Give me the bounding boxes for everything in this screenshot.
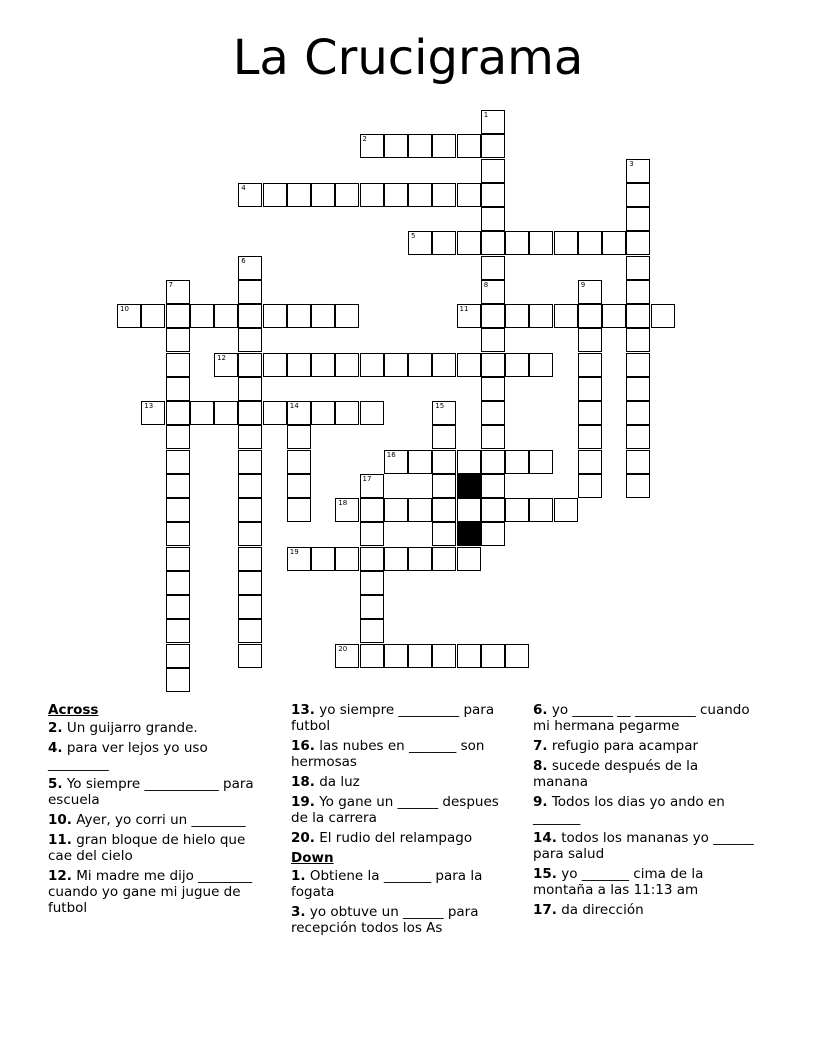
clue-number: 7 bbox=[168, 280, 173, 289]
grid-cell[interactable] bbox=[626, 231, 650, 255]
clue-number: 12 bbox=[217, 353, 226, 362]
grid-cell[interactable] bbox=[238, 280, 262, 304]
clue-number: 3 bbox=[629, 159, 634, 168]
grid-cell[interactable] bbox=[457, 134, 481, 158]
clue-down-3: 3. yo obtuve un ______ para recepción todos los As bbox=[291, 904, 479, 936]
grid-cell[interactable] bbox=[626, 425, 650, 449]
grid-cell[interactable] bbox=[408, 450, 432, 474]
grid-cell[interactable] bbox=[214, 401, 238, 425]
grid-cell[interactable] bbox=[432, 401, 456, 425]
grid-cell[interactable] bbox=[432, 183, 456, 207]
grid-cell[interactable] bbox=[214, 304, 238, 328]
grid-cell[interactable] bbox=[529, 450, 553, 474]
grid-cell[interactable] bbox=[626, 256, 650, 280]
grid-cell[interactable] bbox=[626, 377, 650, 401]
grid-cell[interactable] bbox=[238, 498, 262, 522]
grid-cell[interactable] bbox=[238, 619, 262, 643]
grid-cell[interactable] bbox=[287, 474, 311, 498]
grid-cell[interactable] bbox=[263, 401, 287, 425]
clue-number: 11 bbox=[459, 305, 469, 313]
grid-cell[interactable] bbox=[335, 644, 359, 668]
grid-cell[interactable] bbox=[481, 207, 505, 231]
grid-cell[interactable] bbox=[166, 644, 190, 668]
grid-cell[interactable] bbox=[505, 353, 529, 377]
grid-cell[interactable] bbox=[238, 547, 262, 571]
grid-cell[interactable] bbox=[287, 498, 311, 522]
grid-cell[interactable] bbox=[311, 401, 335, 425]
clue-number: 13 bbox=[144, 402, 154, 410]
grid-cell[interactable] bbox=[287, 425, 311, 449]
grid-cell[interactable] bbox=[554, 304, 578, 328]
grid-cell[interactable] bbox=[166, 304, 190, 328]
grid-cell[interactable] bbox=[626, 159, 650, 183]
grid-cell[interactable] bbox=[626, 207, 650, 231]
grid-cell[interactable] bbox=[214, 353, 238, 377]
clue-across-18: 18. da luz bbox=[291, 774, 360, 790]
clue-across-10: 10. Ayer, yo corri un ________ bbox=[48, 812, 246, 828]
black-cell bbox=[457, 474, 481, 498]
grid-cell[interactable] bbox=[141, 304, 165, 328]
grid-cell[interactable] bbox=[481, 522, 505, 546]
grid-cell[interactable] bbox=[360, 547, 384, 571]
grid-cell[interactable] bbox=[578, 474, 602, 498]
grid-cell[interactable] bbox=[481, 280, 505, 304]
grid-cell[interactable] bbox=[238, 425, 262, 449]
grid-cell[interactable] bbox=[311, 304, 335, 328]
grid-cell[interactable] bbox=[457, 450, 481, 474]
grid-cell[interactable] bbox=[360, 498, 384, 522]
grid-cell[interactable] bbox=[457, 304, 481, 328]
grid-cell[interactable] bbox=[311, 183, 335, 207]
grid-cell[interactable] bbox=[432, 450, 456, 474]
grid-cell[interactable] bbox=[360, 619, 384, 643]
grid-cell[interactable] bbox=[287, 401, 311, 425]
grid-cell[interactable] bbox=[287, 304, 311, 328]
clue-across-19: 19. Yo gane un ______ despues de la carrera bbox=[291, 794, 499, 826]
grid-cell[interactable] bbox=[408, 183, 432, 207]
grid-cell[interactable] bbox=[311, 547, 335, 571]
clue-down-6: 6. yo ______ __ _________ cuando mi hermana pegarme bbox=[533, 702, 750, 734]
grid-cell[interactable] bbox=[554, 231, 578, 255]
grid-cell[interactable] bbox=[238, 571, 262, 595]
clue-down-15: 15. yo _______ cima de la montaña a las 11:13 am bbox=[533, 866, 704, 898]
grid-cell[interactable] bbox=[481, 353, 505, 377]
clue-number: 16 bbox=[386, 450, 396, 459]
clue-down-1: 1. Obtiene la _______ para la fogata bbox=[291, 868, 483, 900]
grid-cell[interactable] bbox=[578, 425, 602, 449]
grid-cell[interactable] bbox=[602, 304, 626, 328]
grid-cell[interactable] bbox=[287, 450, 311, 474]
grid-cell[interactable] bbox=[408, 644, 432, 668]
grid-cell[interactable] bbox=[360, 522, 384, 546]
grid-cell[interactable] bbox=[360, 571, 384, 595]
grid-cell[interactable] bbox=[432, 353, 456, 377]
grid-cell[interactable] bbox=[384, 353, 408, 377]
grid-cell[interactable] bbox=[481, 377, 505, 401]
grid-cell[interactable] bbox=[529, 353, 553, 377]
clue-number: 2 bbox=[362, 135, 367, 144]
grid-cell[interactable] bbox=[166, 377, 190, 401]
grid-cell[interactable] bbox=[287, 353, 311, 377]
grid-cell[interactable] bbox=[457, 183, 481, 207]
grid-cell[interactable] bbox=[141, 401, 165, 425]
grid-cell[interactable] bbox=[481, 110, 505, 134]
grid-cell[interactable] bbox=[626, 183, 650, 207]
clue-down-7: 7. refugio para acampar bbox=[533, 738, 699, 754]
grid-cell[interactable] bbox=[335, 498, 359, 522]
grid-cell[interactable] bbox=[602, 231, 626, 255]
grid-cell[interactable] bbox=[505, 304, 529, 328]
clue-across-11: 11. gran bloque de hielo que cae del cielo bbox=[48, 832, 246, 864]
grid-cell[interactable] bbox=[166, 328, 190, 352]
grid-cell[interactable] bbox=[578, 450, 602, 474]
grid-cell[interactable] bbox=[432, 231, 456, 255]
clue-across-12: 12. Mi madre me dijo ________ cuando yo gane mi jugue de futbol bbox=[48, 868, 253, 916]
clue-number: 14 bbox=[289, 402, 299, 410]
grid-cell[interactable] bbox=[481, 231, 505, 255]
grid-cell[interactable] bbox=[238, 450, 262, 474]
grid-cell[interactable] bbox=[335, 183, 359, 207]
grid-cell[interactable] bbox=[166, 401, 190, 425]
grid-cell[interactable] bbox=[238, 377, 262, 401]
grid-cell[interactable] bbox=[238, 183, 262, 207]
clue-number: 8 bbox=[483, 280, 489, 289]
grid-cell[interactable] bbox=[287, 547, 311, 571]
grid-cell[interactable] bbox=[457, 547, 481, 571]
grid-cell[interactable] bbox=[190, 304, 214, 328]
grid-cell[interactable] bbox=[505, 231, 529, 255]
grid-cell[interactable] bbox=[529, 498, 553, 522]
grid-cell[interactable] bbox=[166, 571, 190, 595]
grid-cell[interactable] bbox=[166, 668, 190, 692]
grid-cell[interactable] bbox=[360, 353, 384, 377]
grid-cell[interactable] bbox=[238, 353, 262, 377]
grid-cell[interactable] bbox=[481, 159, 505, 183]
clue-down-17: 17. da dirección bbox=[533, 902, 644, 918]
grid-cell[interactable] bbox=[238, 401, 262, 425]
grid-cell[interactable] bbox=[166, 522, 190, 546]
grid-cell[interactable] bbox=[408, 134, 432, 158]
grid-cell[interactable] bbox=[166, 280, 190, 304]
grid-cell[interactable] bbox=[505, 450, 529, 474]
grid-cell[interactable] bbox=[578, 353, 602, 377]
grid-cell[interactable] bbox=[481, 256, 505, 280]
across-header: Across bbox=[48, 702, 99, 718]
grid-cell[interactable] bbox=[578, 328, 602, 352]
clue-number: 18 bbox=[338, 499, 348, 507]
grid-cell[interactable] bbox=[578, 377, 602, 401]
grid-cell[interactable] bbox=[481, 304, 505, 328]
grid-cell[interactable] bbox=[481, 134, 505, 158]
grid-cell[interactable] bbox=[384, 547, 408, 571]
clue-column-2 bbox=[291, 702, 513, 940]
grid-cell[interactable] bbox=[166, 498, 190, 522]
grid-cell[interactable] bbox=[529, 304, 553, 328]
grid-cell[interactable] bbox=[360, 401, 384, 425]
grid-cell[interactable] bbox=[238, 256, 262, 280]
grid-cell[interactable] bbox=[432, 547, 456, 571]
clue-number: 1 bbox=[483, 111, 489, 119]
grid-cell[interactable] bbox=[578, 401, 602, 425]
grid-cell[interactable] bbox=[238, 328, 262, 352]
clue-number: 4 bbox=[241, 183, 246, 192]
clue-number: 19 bbox=[289, 547, 299, 556]
grid-cell[interactable] bbox=[384, 498, 408, 522]
grid-cell[interactable] bbox=[263, 183, 287, 207]
grid-cell[interactable] bbox=[360, 644, 384, 668]
grid-cell[interactable] bbox=[554, 498, 578, 522]
grid-cell[interactable] bbox=[238, 644, 262, 668]
grid-cell[interactable] bbox=[335, 304, 359, 328]
grid-cell[interactable] bbox=[238, 474, 262, 498]
grid-cell[interactable] bbox=[457, 353, 481, 377]
grid-cell[interactable] bbox=[626, 450, 650, 474]
grid-cell[interactable] bbox=[481, 498, 505, 522]
grid-cell[interactable] bbox=[432, 425, 456, 449]
grid-cell[interactable] bbox=[457, 231, 481, 255]
clue-number: 9 bbox=[580, 280, 586, 289]
grid-cell[interactable] bbox=[432, 134, 456, 158]
grid-cell[interactable] bbox=[287, 183, 311, 207]
clue-number: 10 bbox=[120, 305, 129, 313]
grid-cell[interactable] bbox=[481, 644, 505, 668]
clue-number: 5 bbox=[411, 232, 416, 241]
grid-cell[interactable] bbox=[166, 547, 190, 571]
clue-across-4: 4. para ver lejos yo uso _________ bbox=[48, 740, 208, 772]
grid-cell[interactable] bbox=[360, 134, 384, 158]
grid-cell[interactable] bbox=[311, 353, 335, 377]
grid-cell[interactable] bbox=[626, 401, 650, 425]
grid-cell[interactable] bbox=[384, 644, 408, 668]
clue-number: 20 bbox=[338, 644, 348, 653]
grid-cell[interactable] bbox=[166, 353, 190, 377]
grid-cell[interactable] bbox=[505, 498, 529, 522]
clue-number: 17 bbox=[362, 474, 372, 483]
clue-across-20: 20. El rudio del relampago bbox=[291, 830, 473, 846]
grid-cell[interactable] bbox=[360, 595, 384, 619]
grid-cell[interactable] bbox=[384, 450, 408, 474]
grid-cell[interactable] bbox=[335, 353, 359, 377]
clue-number: 6 bbox=[241, 256, 246, 265]
grid-cell[interactable] bbox=[384, 183, 408, 207]
grid-cell[interactable] bbox=[166, 425, 190, 449]
grid-cell[interactable] bbox=[457, 498, 481, 522]
grid-cell[interactable] bbox=[166, 619, 190, 643]
down-header: Down bbox=[291, 850, 334, 866]
grid-cell[interactable] bbox=[360, 474, 384, 498]
grid-cell[interactable] bbox=[166, 595, 190, 619]
grid-cell[interactable] bbox=[481, 450, 505, 474]
grid-cell[interactable] bbox=[457, 644, 481, 668]
grid-cell[interactable] bbox=[166, 450, 190, 474]
clue-down-9: 9. Todos los dias yo ando en _______ bbox=[533, 794, 725, 826]
grid-cell[interactable] bbox=[626, 474, 650, 498]
grid-cell[interactable] bbox=[626, 304, 650, 328]
clue-number: 15 bbox=[435, 402, 445, 410]
grid-cell[interactable] bbox=[408, 498, 432, 522]
clue-across-2: 2. Un guijarro grande. bbox=[48, 720, 198, 736]
grid-cell[interactable] bbox=[335, 401, 359, 425]
grid-cell[interactable] bbox=[481, 474, 505, 498]
grid-cell[interactable] bbox=[432, 522, 456, 546]
grid-cell[interactable] bbox=[481, 183, 505, 207]
grid-cell[interactable] bbox=[626, 353, 650, 377]
clue-across-16: 16. las nubes en _______ son hermosas bbox=[291, 738, 485, 770]
grid-cell[interactable] bbox=[238, 304, 262, 328]
grid-cell[interactable] bbox=[263, 353, 287, 377]
grid-cell[interactable] bbox=[578, 280, 602, 304]
grid-cell[interactable] bbox=[432, 474, 456, 498]
grid-cell[interactable] bbox=[626, 280, 650, 304]
page-title: La Crucigrama bbox=[232, 30, 584, 86]
grid-cell[interactable] bbox=[335, 547, 359, 571]
grid-cell[interactable] bbox=[408, 231, 432, 255]
clue-across-5: 5. Yo siempre ___________ para escuela bbox=[48, 776, 254, 808]
grid-cell[interactable] bbox=[578, 231, 602, 255]
clue-column-1 bbox=[48, 702, 270, 920]
grid-cell[interactable] bbox=[117, 304, 141, 328]
grid-cell[interactable] bbox=[384, 134, 408, 158]
grid-cell[interactable] bbox=[432, 498, 456, 522]
grid-cell[interactable] bbox=[238, 595, 262, 619]
grid-cell[interactable] bbox=[238, 522, 262, 546]
clue-down-14: 14. todos los mananas yo ______ para salud bbox=[533, 830, 754, 862]
grid-cell[interactable] bbox=[190, 401, 214, 425]
clue-column-3 bbox=[533, 702, 755, 922]
grid-cell[interactable] bbox=[408, 353, 432, 377]
grid-cell[interactable] bbox=[529, 231, 553, 255]
grid-cell[interactable] bbox=[578, 304, 602, 328]
grid-cell[interactable] bbox=[481, 401, 505, 425]
grid-cell[interactable] bbox=[651, 304, 675, 328]
clue-across-13: 13. yo siempre _________ para futbol bbox=[291, 702, 495, 734]
grid-cell[interactable] bbox=[505, 644, 529, 668]
grid-cell[interactable] bbox=[481, 328, 505, 352]
grid-cell[interactable] bbox=[408, 547, 432, 571]
grid-cell[interactable] bbox=[481, 425, 505, 449]
grid-cell[interactable] bbox=[432, 644, 456, 668]
clue-down-8: 8. sucede después de la manana bbox=[533, 758, 699, 790]
grid-cell[interactable] bbox=[166, 474, 190, 498]
black-cell bbox=[457, 522, 481, 546]
grid-cell[interactable] bbox=[263, 304, 287, 328]
grid-cell[interactable] bbox=[360, 183, 384, 207]
grid-cell[interactable] bbox=[626, 328, 650, 352]
